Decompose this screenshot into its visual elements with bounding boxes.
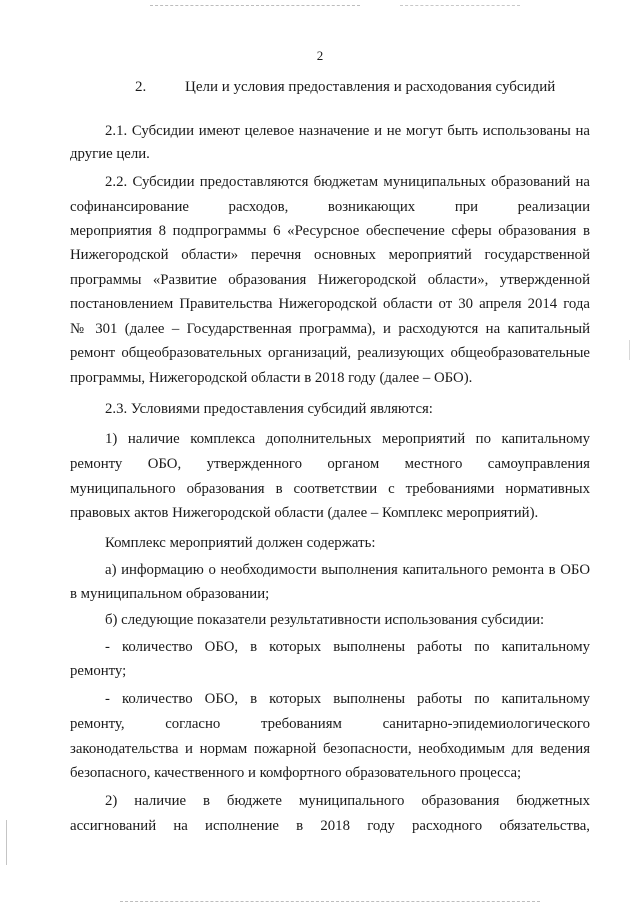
paragraph-line: ремонту;	[70, 663, 127, 679]
paragraph-line: 2.1. Субсидии имеют целевое назначение и не могут быть использованы на	[105, 123, 590, 139]
paragraph-line: мероприятия 8 подпрограммы 6 «Ресурсное обеспечение сферы образования в	[70, 223, 590, 239]
paragraph-line: ремонту, согласно требованиям санитарно-эпидемиологического	[70, 716, 590, 732]
paragraph-line: софинансирование расходов, возникающих при реализации	[70, 199, 590, 215]
scan-artifact-bottom	[120, 901, 540, 902]
paragraph-line: - количество ОБО, в которых выполнены работы по капитальному	[105, 639, 590, 655]
paragraph-line: программы, Нижегородской области в 2018 году (далее – ОБО).	[70, 370, 473, 386]
paragraph-line: муниципального образования в соответствии с требованиями нормативных	[70, 481, 590, 497]
scan-artifact-top	[150, 5, 360, 6]
paragraph-line: ремонту ОБО, утвержденного органом местного самоуправления	[70, 456, 590, 472]
paragraph-line: безопасного, качественного и комфортного образовательного процесса;	[70, 765, 522, 781]
paragraph-line: Нижегородской области» перечня основных мероприятий государственной	[70, 247, 590, 263]
section-heading	[135, 79, 595, 96]
paragraph-line: Комплекс мероприятий должен содержать:	[105, 535, 376, 551]
paragraph-line: 1) наличие комплекса дополнительных мероприятий по капитальному	[105, 431, 590, 447]
paragraph-line: № 301 (далее – Государственная программа), и расходуются на капитальный	[70, 321, 590, 337]
paragraph-line: в муниципальном образовании;	[70, 586, 270, 602]
paragraph-line: 2.3. Условиями предоставления субсидий являются:	[105, 401, 433, 417]
paragraph-line: законодательства и нормам пожарной безопасности, необходимым для ведения	[70, 741, 590, 757]
paragraph-line: постановлением Правительства Нижегородской области от 30 апреля 2014 года	[70, 296, 590, 312]
paragraph-line: 2.2. Субсидии предоставляются бюджетам муниципальных образований на	[105, 174, 590, 190]
paragraph-line: ремонт общеобразовательных организаций, реализующих общеобразовательные	[70, 345, 590, 361]
paragraph-line: 2) наличие в бюджете муниципального образования бюджетных	[105, 793, 590, 809]
scan-artifact-left	[6, 820, 7, 865]
paragraph-line: ассигнований на исполнение в 2018 году расходного обязательства,	[70, 818, 590, 834]
paragraph-line: - количество ОБО, в которых выполнены работы по капитальному	[105, 691, 590, 707]
scan-artifact-top-right	[400, 5, 520, 6]
section-title: Цели и условия предоставления и расходования субсидий	[185, 79, 556, 95]
scan-artifact-right	[629, 340, 630, 360]
paragraph-line: другие цели.	[70, 146, 150, 162]
paragraph-line: а) информацию о необходимости выполнения капитального ремонта в ОБО	[105, 562, 590, 578]
section-number: 2.	[135, 79, 147, 95]
paragraph-line: правовых актов Нижегородской области (далее – Комплекс мероприятий).	[70, 505, 539, 521]
page-number: 2	[316, 48, 324, 63]
paragraph-line: б) следующие показатели результативности использования субсидии:	[105, 612, 545, 628]
paragraph-line: программы «Развитие образования Нижегородской области», утвержденной	[70, 272, 590, 288]
